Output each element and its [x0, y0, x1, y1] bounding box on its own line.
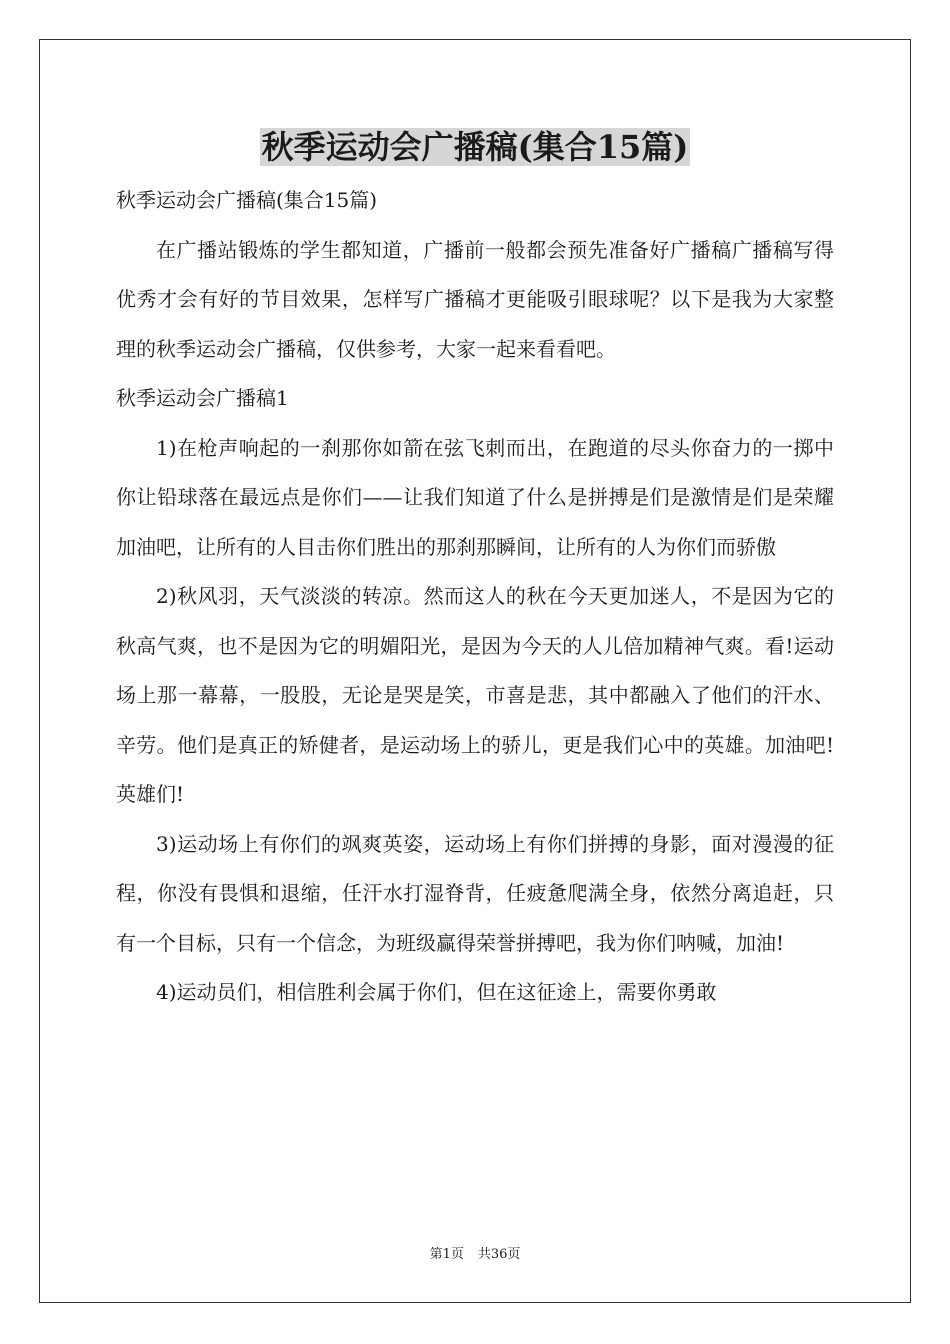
- paragraph: 1)在枪声响起的一刹那你如箭在弦飞刺而出，在跑道的尽头你奋力的一掷中你让铅球落在最远点是你们——让我们知道了什么是拼搏是们是激情是们是荣耀加油吧，让所有的人目击你们胜出的那刹那瞬间，让所有的人为你们而骄傲: [116, 435, 834, 559]
- page-footer: [0, 1245, 950, 1265]
- paragraph: 2)秋风羽，天气淡淡的转凉。然而这人的秋在今天更加迷人，不是因为它的秋高气爽，也不是因为它的明媚阳光，是因为今天的人儿倍加精神气爽。看!运动场上那一幕幕，一股股，无论是哭是笑，市喜是悲，其中都融入了他们的汗水、辛劳。他们是真正的矫健者，是运动场上的骄儿，更是我们心中的英雄。加油吧!英雄们!: [116, 584, 834, 806]
- document-title: [0, 122, 950, 172]
- document-title-text: 秋季运动会广播稿(集合15篇): [261, 128, 689, 166]
- document-body: [116, 176, 834, 1018]
- paragraph: 秋季运动会广播稿(集合15篇): [116, 188, 378, 212]
- page-number: 第1页: [429, 1247, 464, 1262]
- paragraph: 秋季运动会广播稿1: [116, 386, 289, 410]
- paragraph: 在广播站锻炼的学生都知道，广播前一般都会预先准备好广播稿广播稿写得优秀才会有好的节目效果，怎样写广播稿才更能吸引眼球呢？以下是我为大家整理的秋季运动会广播稿，仅供参考，大家一起来看看吧。: [116, 237, 834, 361]
- paragraph: 3)运动场上有你们的飒爽英姿，运动场上有你们拼搏的身影，面对漫漫的征程，你没有畏惧和退缩，任汗水打湿脊背，任疲惫爬满全身，依然分离追赶，只有一个目标，只有一个信念，为班级赢得荣誉拼搏吧，我为你们呐喊，加油!: [116, 831, 834, 955]
- page-total: 共36页: [477, 1247, 521, 1262]
- paragraph: 4)运动员们，相信胜利会属于你们，但在这征途上，需要你勇敢: [156, 980, 717, 1004]
